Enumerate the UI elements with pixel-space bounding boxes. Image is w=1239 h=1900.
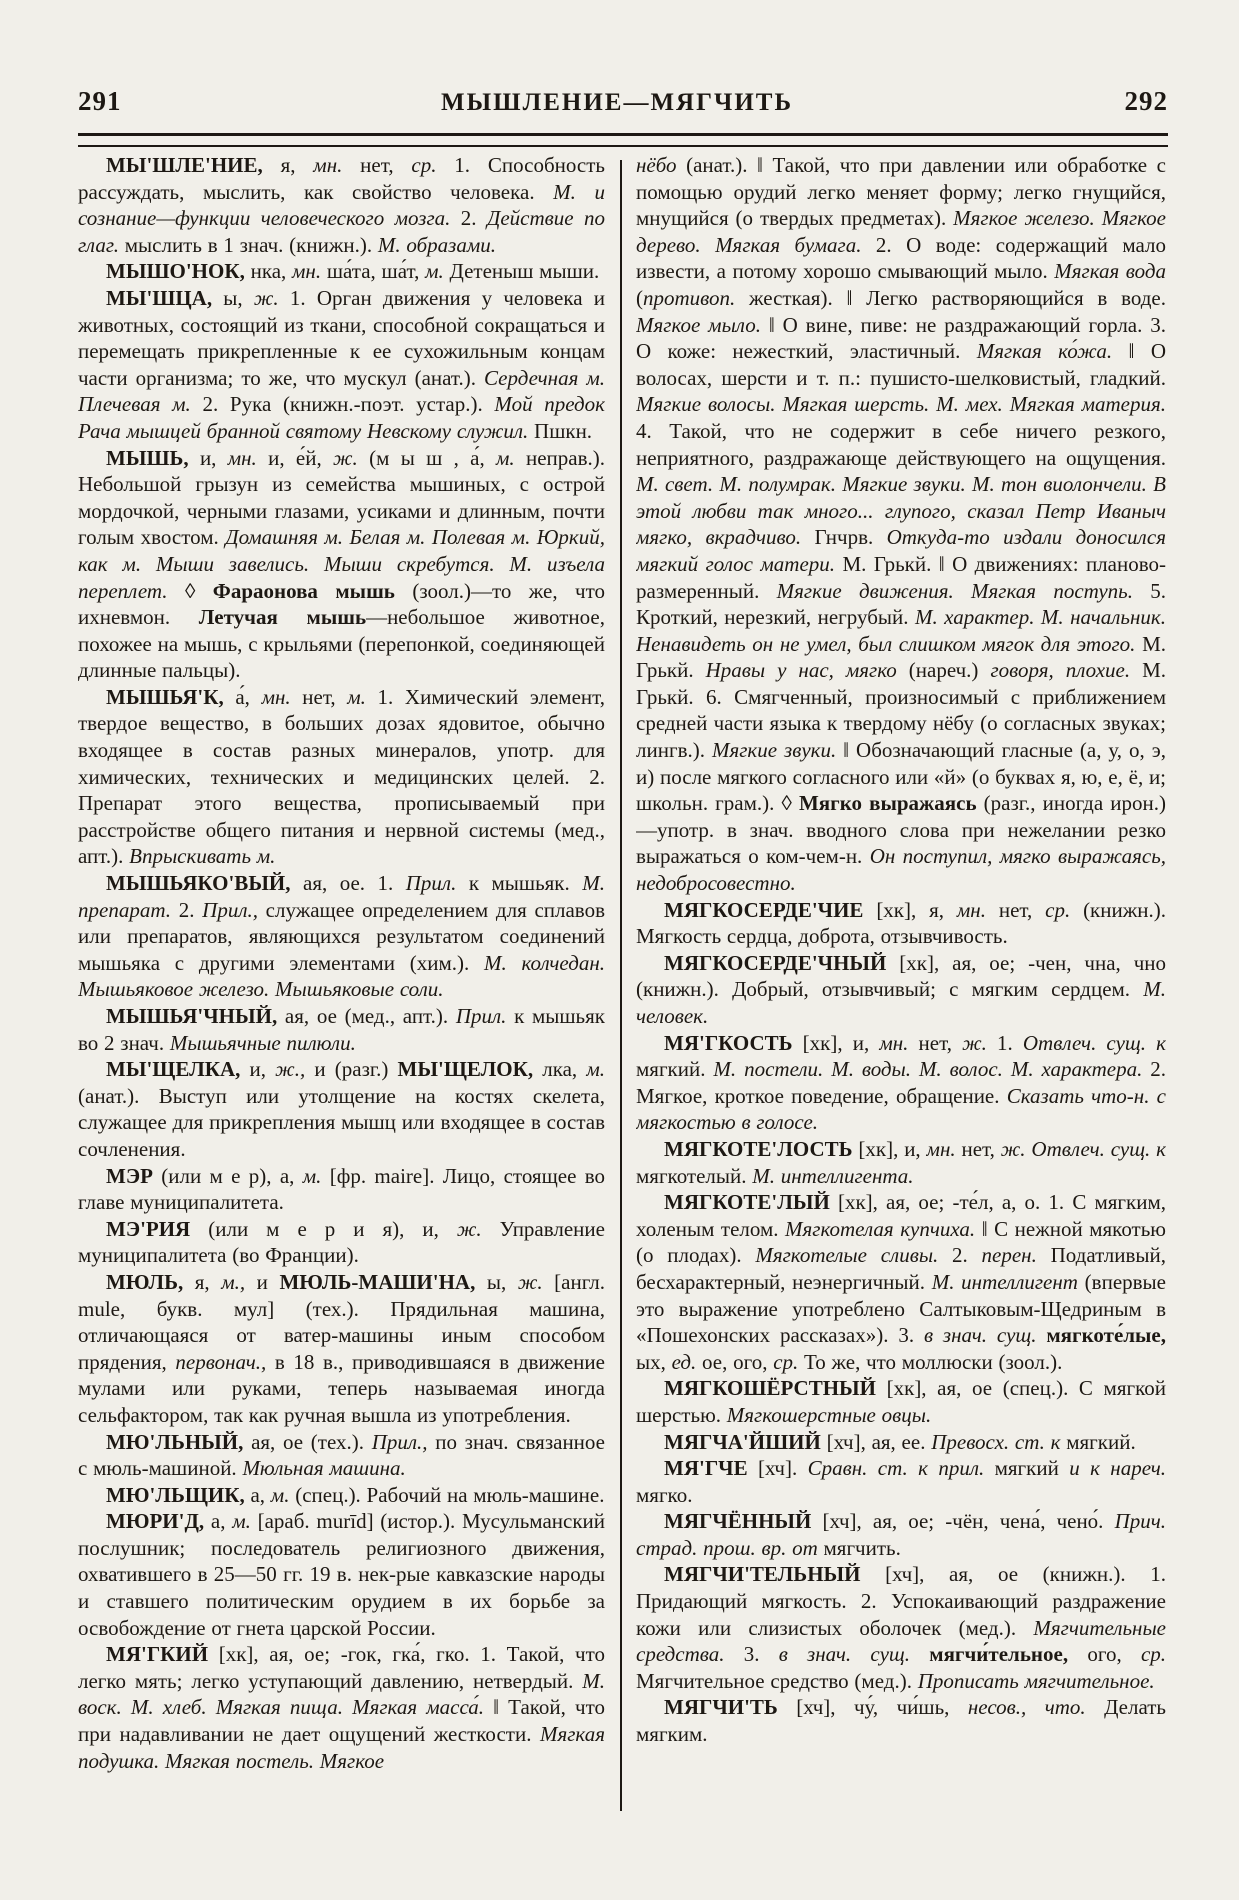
text-run: Пшкн.	[528, 418, 593, 443]
text-run: говоря, плохие.	[990, 658, 1131, 683]
text-run: ср.	[773, 1349, 799, 1374]
text-run: Прил.	[455, 1004, 507, 1028]
dictionary-entry	[636, 897, 1166, 950]
text-run: и,	[188, 445, 228, 470]
text-run: Мой предок Рача мышцей бранной святому Невскому служил.	[78, 392, 605, 443]
text-run: МЫШО'НОК,	[106, 259, 245, 284]
text-run: а,	[244, 1482, 271, 1507]
text-run: м.	[302, 1163, 322, 1188]
text-run: Мюльная машина.	[242, 1456, 406, 1481]
text-run: ж.	[456, 1216, 482, 1241]
text-run: перен.	[981, 1243, 1037, 1268]
text-run: МЫ'ШЦА,	[106, 285, 213, 310]
dictionary-entry	[636, 1375, 1166, 1428]
text-run: ◊	[167, 578, 213, 603]
text-run: М. интеллигента.	[752, 1163, 914, 1188]
text-run: [хк], я,	[863, 897, 957, 922]
text-run: ср.	[1045, 897, 1071, 922]
text-run: Мягкое мыло.	[636, 312, 761, 337]
dictionary-entry	[636, 1189, 1166, 1375]
dictionary-entry	[78, 1508, 605, 1641]
text-run: мн.	[956, 897, 986, 922]
text-run: ср.	[411, 153, 437, 177]
page-header	[78, 86, 1168, 117]
text-run: МЯ'ГЧЕ	[664, 1456, 748, 1481]
text-run: М. воск. М. хлеб. Мягкая пища. Мягкая масса́.	[78, 1668, 605, 1720]
text-run: [хк], ая, ое; -чен, чна, чно (книжн.). Добрый, отзывчивый; с мягким сердцем.	[636, 950, 1166, 1002]
text-run: ‖ Такой, что при надавливании не дает ощущений жесткости.	[78, 1695, 605, 1747]
text-run: и, е́й,	[256, 445, 334, 470]
text-run: (книжн.). Мягкость сердца, доброта, отзывчивость.	[636, 897, 1166, 949]
text-run: МЯ'ГКИЙ	[106, 1642, 209, 1667]
text-run: 2.	[171, 897, 203, 922]
text-run: ср.	[1140, 1642, 1166, 1667]
text-run: [хч], ая, ое; -чён, чена́, чено́.	[811, 1509, 1115, 1534]
text-run: Мягкотелые сливы.	[755, 1243, 939, 1268]
text-run: Детеныш мыши.	[443, 259, 600, 284]
text-run: ое, ого,	[696, 1349, 774, 1374]
text-run: Прил.,	[371, 1429, 428, 1454]
text-run: к мышьяк во 2 знач.	[78, 1004, 605, 1055]
text-run: МЯГКОСЕРДЕ'ЧИЕ	[664, 897, 864, 922]
text-run: ж. Отвлеч. сущ. к	[1000, 1136, 1166, 1161]
text-run: Действие по глаг.	[78, 206, 605, 257]
text-run: я,	[183, 1269, 222, 1294]
text-run: м.	[496, 445, 515, 470]
text-run: Сказать что-н. с мягкостью в голосе.	[636, 1083, 1166, 1135]
text-run: Мягкие звуки.	[711, 738, 837, 763]
column-divider	[620, 160, 622, 1811]
text-run: МЮЛЬ,	[106, 1269, 184, 1294]
text-run: МЫ'ШЛЕ'НИЕ,	[106, 153, 263, 177]
text-run: (впервые это выражение употреблено Салтыковым-Щедриным в «Пошехонских рассказах»). 3.	[636, 1269, 1166, 1348]
text-run: Делать мягким.	[636, 1695, 1166, 1747]
text-run: МЭ'РИЯ	[106, 1216, 191, 1241]
text-run: МЯГКОШЁРСТНЫЙ	[664, 1376, 876, 1401]
running-head: МЫШЛЕНИЕ—МЯГЧИТЬ	[440, 89, 794, 116]
text-run: ж.	[517, 1269, 543, 1294]
text-run: 2. Мягкое, кроткое поведение, обращение.	[636, 1057, 1166, 1108]
text-run: 2. О воде: содержащий мало извести, а потому хорошо смывающий мыло.	[636, 232, 1166, 284]
text-run: МЮ'ЛЬНЫЙ,	[106, 1429, 244, 1454]
text-run: То же, что моллюски (зоол.).	[798, 1349, 1063, 1374]
text-run: Мышьячные пилюли.	[169, 1030, 356, 1055]
text-run: ых,	[636, 1349, 672, 1374]
text-run: Мягкая ко́жа.	[976, 339, 1113, 364]
text-run: МЫ'ЩЕЛКА,	[106, 1057, 241, 1082]
text-run: м.	[347, 684, 366, 709]
text-run: Отвлеч. сущ. к	[1022, 1030, 1166, 1055]
text-run: первонач.,	[175, 1349, 267, 1374]
dictionary-entry	[78, 870, 605, 1003]
text-run: ша́та, ша́т,	[321, 259, 426, 284]
text-run: [хк], и,	[852, 1136, 927, 1161]
text-run: 1. Орган движения у человека и животных, состоящий из ткани, способной сокращаться и перемещать прикрепленные к ее сухожильным концам части организма; то же, что мускул (анат.).	[78, 285, 605, 390]
text-run: М. свет. М. полумрак. Мягкие звуки. М. тон виолончели. В этой любви так много... глупого, сказал Петр Иваныч мягко, вкрадчиво.	[636, 472, 1166, 550]
text-run: противоп.	[643, 285, 736, 310]
text-run: 2.	[450, 206, 487, 231]
text-run: ж.	[253, 285, 279, 310]
dictionary-entry	[78, 684, 605, 870]
text-run: ая, ое (тех.).	[243, 1429, 372, 1454]
dictionary-entry	[636, 1508, 1166, 1561]
text-run: Прил.,	[202, 897, 258, 922]
left-column	[78, 152, 605, 1812]
text-run: Мягкая вода	[1054, 259, 1166, 284]
text-run: (нареч.)	[896, 658, 991, 683]
dictionary-entry	[78, 258, 605, 285]
text-run: мн.	[261, 684, 291, 709]
text-run: МЫШЬЯКО'ВЫЙ,	[106, 871, 291, 896]
dictionary-entry	[78, 445, 605, 684]
text-run: ы,	[212, 285, 254, 310]
text-run: Впрыскивать м.	[129, 844, 276, 869]
text-run: М. Грькй.	[636, 631, 1166, 683]
text-run: мн.	[879, 1030, 909, 1055]
dictionary-entry	[78, 1003, 605, 1056]
text-run: М. интеллигент	[931, 1269, 1078, 1294]
text-run: в знач. сущ.	[923, 1323, 1037, 1348]
text-run: Превосх. ст. к	[931, 1429, 1061, 1454]
text-run: (или м е р), а,	[152, 1163, 303, 1188]
text-run: мн.	[926, 1136, 956, 1161]
text-run: МЯГЧА'ЙШИЙ	[664, 1429, 821, 1454]
text-run: м.,	[221, 1269, 246, 1294]
text-run	[1037, 1323, 1047, 1347]
text-run: М. препарат.	[78, 871, 605, 922]
dictionary-entry	[78, 1056, 605, 1162]
text-run: ж.,	[275, 1057, 306, 1082]
text-run: МЫШЬ,	[106, 445, 189, 470]
text-run: мягкотелый.	[636, 1163, 753, 1188]
text-run: [хч], ая, ое (книжн.). 1. Придающий мягкость. 2. Успокаивающий раздражение кожи или слизистых оболочек (мед.).	[636, 1562, 1166, 1640]
text-run: м.	[586, 1057, 605, 1082]
text-run: Гнчрв.	[801, 525, 887, 550]
text-run: М. колчедан. Мышьяковое железо. Мышьяковые соли.	[78, 950, 605, 1002]
text-run: Прич. страд. прош. вр. от	[636, 1509, 1166, 1560]
text-run: [хч].	[747, 1456, 808, 1481]
text-run: (зоол.)—то же, что ихневмон.	[78, 578, 605, 630]
text-run: в знач. сущ.	[778, 1642, 911, 1667]
text-run: неправ.). Небольшой грызун из семейства мышиных, с острой мордочкой, черными глазами, усиками и длинным, почти голым хвостом.	[78, 445, 605, 550]
text-run: нет,	[955, 1136, 1001, 1161]
text-run: ж.	[962, 1030, 987, 1055]
text-run: мн.	[313, 153, 343, 177]
text-run: 2.	[938, 1243, 982, 1268]
text-run: МЯГЧЁННЫЙ	[664, 1509, 812, 1534]
text-run: нет,	[342, 153, 412, 177]
text-run: МЫ'ЩЕЛОК,	[397, 1057, 534, 1082]
text-run: а́,	[223, 684, 262, 709]
text-run: по знач. связанное с мюль-машиной.	[78, 1429, 605, 1481]
text-run: Домашняя м. Белая м. Полевая м. Юркий, как м. Мыши завелись. Мыши скребутся. М. изъела переплет.	[78, 525, 605, 603]
text-run: МЮЛЬ-МАШИ'НА,	[279, 1269, 476, 1294]
text-run: ‖ Обозначающий гласные (а, у, о, э, и) после мягкого согласного или «й» (о буквах я, ю, е, ё, и; школьн. грам.). ◊	[636, 738, 1166, 816]
text-run: я,	[262, 153, 314, 177]
text-run: мягко.	[636, 1482, 693, 1507]
text-columns	[78, 152, 1168, 1817]
text-run: и к нареч.	[1069, 1456, 1166, 1481]
text-run: М. постели. М. воды. М. волос. М. характера.	[713, 1057, 1143, 1082]
dictionary-entry	[78, 1163, 605, 1216]
text-run: в 18 в., приводившаяся в движение мулами или руками, теперь называемая иногда сельфактором, так как ручная вышла из употребления.	[78, 1349, 605, 1427]
text-run: Управление муниципалитета (во Франции).	[78, 1216, 605, 1268]
entry-continuation	[636, 152, 1166, 897]
text-run: и (разг.)	[305, 1057, 398, 1082]
text-run: МЯГЧИ'ТЬ	[664, 1695, 778, 1720]
text-run: МЮРИ'Д,	[106, 1509, 205, 1534]
text-run: Мягкое железо. Мягкое дерево. Мягкая бумага.	[636, 206, 1166, 257]
text-run: [хк], и,	[792, 1030, 880, 1055]
text-run: М. Грькй. ‖ О движениях: планово-размеренный.	[636, 551, 1166, 603]
dictionary-entry	[78, 152, 605, 258]
text-run: 1. Способность рассуждать, мыслить, как свойство человека.	[78, 153, 605, 204]
text-run: Летучая мышь	[198, 605, 367, 630]
dictionary-entry	[636, 1030, 1166, 1136]
text-run: служащее определением для сплавов или препаратов, являющихся результатом соединений мышьяка с другими элементами (хим.).	[78, 897, 605, 975]
header-rule	[78, 133, 1168, 147]
text-run: (анат.). ‖ Такой, что при давлении или обработке с помощью орудий легко меняет форму; легко гнущийся, мнущийся (о твердых предметах).	[636, 153, 1166, 231]
dictionary-entry	[636, 1694, 1166, 1747]
text-run: ‖ О волосах, шерсти и т. п.: пушисто-шелковистый, гладкий.	[636, 339, 1166, 390]
text-run: 4. Такой, что не содержит в себе ничего резкого, неприятного, раздражающе действующего на ощущения.	[636, 418, 1166, 470]
dictionary-entry	[636, 1136, 1166, 1189]
dictionary-entry	[636, 950, 1166, 1030]
text-run: м.	[270, 1482, 290, 1507]
text-run: ого,	[1068, 1642, 1141, 1667]
text-run: МЯГЧИ'ТЕЛЬНЫЙ	[664, 1562, 861, 1587]
text-run: лка,	[533, 1057, 587, 1082]
text-run: Мягкотелая купчиха.	[785, 1216, 976, 1241]
text-run: Прописать мягчительное.	[917, 1668, 1155, 1693]
text-run: М. образами.	[377, 232, 496, 257]
text-run: Прил.	[405, 871, 457, 896]
text-run: М. и сознание—функции человеческого мозга.	[78, 179, 605, 231]
text-run: 1.	[986, 1030, 1023, 1055]
dictionary-entry	[636, 1561, 1166, 1694]
text-run: мн.	[292, 259, 322, 284]
text-run: [хк], ая, ое (спец.). С мягкой шерстью.	[636, 1376, 1166, 1427]
text-run: 3.	[724, 1642, 779, 1667]
text-run: (	[636, 285, 643, 310]
text-run: и	[245, 1269, 280, 1294]
text-run: мн.	[227, 445, 257, 470]
text-run: Мягкие волосы. Мягкая шерсть. М. мех. Мягкая материя.	[636, 392, 1166, 417]
text-run: мягкоте́лые,	[1046, 1323, 1166, 1348]
text-run: нёбо	[636, 153, 677, 177]
text-run: ‖ С нежной мякотью (о плодах).	[636, 1216, 1166, 1268]
text-run: м.	[425, 259, 444, 284]
page-number-left: 291	[78, 86, 122, 116]
dictionary-entry	[636, 1455, 1166, 1508]
text-run: мягкий	[984, 1456, 1070, 1481]
text-run: мягкий.	[1060, 1429, 1136, 1454]
text-run: М. человек.	[636, 977, 1166, 1028]
text-run: 5. Кроткий, нерезкий, негрубый.	[636, 578, 1166, 630]
text-run: МЭР	[106, 1163, 153, 1188]
text-run: (м ы ш , а́,	[357, 445, 496, 470]
text-run: МЯГКОТЕ'ЛОСТЬ	[664, 1136, 853, 1161]
text-run: —небольшое животное, похожее на мышь, с крыльями (перепонкой, соединяющей длинные пальцы).	[78, 605, 605, 683]
text-run: [хч], чу́, чи́шь,	[777, 1695, 968, 1720]
text-run: жесткая). ‖ Легко растворяющийся в воде.	[735, 285, 1166, 310]
dictionary-entry	[78, 1269, 605, 1429]
text-run: (разг., иногда ирон.)—употр. в знач. вводного слова при нежелании резко выражаться о ком-чем-н.	[636, 791, 1166, 869]
text-run: [араб. murīd] (истор.). Мусульманский послушник; последователь религиозного движения, охватившего в 25—50 гг. 19 в. нек-рые кавказские народы и ставшего политическим орудием в их борьбе за освобождение от гнета царской России.	[78, 1509, 605, 1640]
text-run: Мягчительные средства.	[636, 1615, 1166, 1667]
text-run: 2. Рука (книжн.-поэт. устар.).	[190, 392, 495, 417]
text-run: [хк], ая, ое; -те́л, а, о. 1. С мягким, холеным телом.	[636, 1190, 1166, 1241]
text-run: Фараонова мышь	[212, 578, 395, 603]
text-run: Сравн. ст. к прил.	[807, 1456, 985, 1481]
text-run: МЯГКОТЕ'ЛЫЙ	[664, 1190, 830, 1215]
text-run: МЯ'ГКОСТЬ	[664, 1030, 793, 1055]
text-run: ая, ое. 1.	[290, 871, 406, 896]
dictionary-entry	[78, 1482, 605, 1509]
text-run: Мягкие движения. Мягкая поступь.	[776, 578, 1133, 603]
dictionary-entry	[636, 1429, 1166, 1456]
text-run: Откуда-то издали доносился мягкий голос матери.	[636, 525, 1166, 576]
page-number-right: 292	[1124, 86, 1168, 116]
text-run: (анат.). Выступ или утолщение на костях скелета, служащее для прикрепления мышц или входящее в состав сочленения.	[78, 1083, 605, 1161]
text-run: (или м е р и я), и,	[190, 1216, 457, 1241]
text-run: м.	[232, 1509, 251, 1534]
text-run: ы,	[475, 1269, 518, 1294]
text-run: МЯГКОСЕРДЕ'ЧНЫЙ	[664, 950, 887, 975]
text-run: Он поступил, мягко выражаясь, недобросовестно.	[636, 844, 1166, 896]
text-run: [хк], ая, ое; -гок, гка́, гко. 1. Такой, что легко мять; легко уступающий давлению, нетвердый.	[78, 1642, 605, 1693]
text-run: Сердечная м. Плечевая м.	[78, 365, 605, 417]
dictionary-entry	[78, 1216, 605, 1269]
text-run: МЮ'ЛЬЩИК,	[106, 1482, 245, 1507]
text-run: несов., что.	[967, 1695, 1086, 1720]
text-run: мягчи́тельное,	[929, 1642, 1069, 1667]
text-run: М. характер. М. начальник. Ненавидеть он не умел, был слишком мягок для этого.	[636, 605, 1166, 656]
text-run: нет,	[908, 1030, 963, 1055]
text-run: мыслить в 1 знач. (книжн.).	[119, 232, 378, 257]
text-run: МЫШЬЯ'К,	[106, 684, 224, 709]
text-run: Мягко выражаясь	[798, 791, 977, 816]
text-run: Мягчительное средство (мед.).	[636, 1668, 918, 1693]
text-run	[910, 1642, 929, 1666]
dictionary-entry	[78, 285, 605, 445]
text-run: [англ. mule, букв. мул] (тех.). Прядильная машина, отличающаяся от ватер-машины иным способом прядения,	[78, 1269, 605, 1374]
text-run: нет,	[985, 897, 1046, 922]
text-run: мягчить.	[817, 1535, 901, 1560]
text-run: (спец.). Рабочий на мюль-машине.	[289, 1482, 605, 1507]
right-column	[636, 152, 1166, 1812]
text-run: мягкий.	[636, 1057, 714, 1082]
text-run: к мышьяк.	[456, 871, 583, 896]
text-run: ая, ое (мед., апт.).	[277, 1004, 456, 1028]
text-run: и,	[240, 1057, 276, 1082]
text-run: [фр. maire]. Лицо, стоящее во главе муниципалитета.	[78, 1163, 605, 1215]
text-run: Мягкая подушка. Мягкая постель. Мягкое	[78, 1722, 605, 1773]
text-run: ‖ О вине, пиве: не раздражающий горла. 3. О коже: нежесткий, эластичный.	[636, 312, 1166, 364]
text-run: ед.	[671, 1349, 697, 1374]
dictionary-entry	[78, 1429, 605, 1482]
text-run: Нравы у нас, мягко	[705, 658, 897, 683]
text-run: [хч], ая, ее.	[820, 1429, 932, 1454]
dictionary-entry	[78, 1641, 605, 1774]
text-run: МЫШЬЯ'ЧНЫЙ,	[106, 1004, 278, 1028]
text-run: М. Грькй. 6. Смягченный, произносимый с приближением средней части языка к твердому нёбу (о согласных звуках; лингв.).	[636, 658, 1166, 763]
text-run: Мягкошерстные овцы.	[726, 1402, 932, 1427]
text-run: нка,	[244, 259, 293, 284]
text-run: а,	[204, 1509, 233, 1534]
text-run: Податливый, бесхарактерный, неэнергичный.	[636, 1243, 1166, 1294]
text-run: ж.	[333, 445, 358, 470]
text-run: 1. Химический элемент, твердое вещество, в больших дозах ядовитое, обычно входящее в состав разных минералов, употр. для химических, технических и медицинских целей. 2. Препарат этого вещества, прописываемый при расстройстве общего питания и нервной системы (мед., апт.).	[78, 684, 605, 869]
text-run: нет,	[290, 684, 348, 709]
